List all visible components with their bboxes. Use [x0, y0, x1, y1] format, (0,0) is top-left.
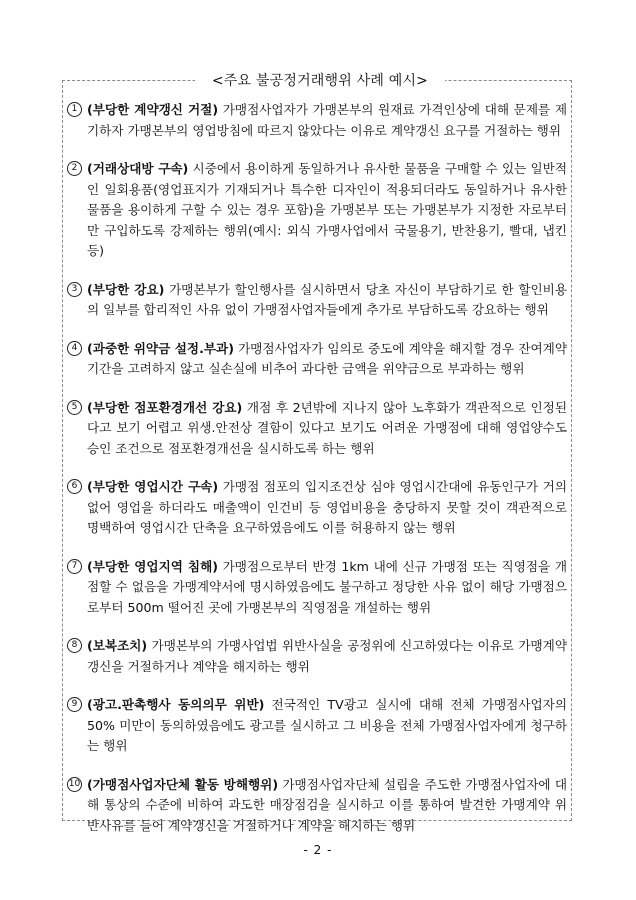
item-body: 전국적인 TV광고 실시에 대해 전체 가맹점사업자의 50% 미만이 동의하였음에도 광고를 실시하고 그 비용을 전체 가맹점사업자에게 청구하는 행위	[87, 697, 568, 753]
item-text	[87, 100, 567, 141]
item-number: 9	[67, 697, 82, 712]
item-keyword: (보복조치)	[87, 638, 148, 653]
item-keyword: (부당한 영업지역 침해)	[87, 558, 219, 574]
item-keyword: (가맹점사업자단체 활동 방해행위)	[87, 776, 279, 792]
item-number: 1	[67, 102, 82, 117]
item-body: 가맹점사업자가 임의로 중도에 계약을 해지할 경우 잔여계약기간을 고려하지 않고 실손실에 비추어 과다한 금액을 위약금으로 부과하는 행위	[87, 340, 567, 376]
list-item	[67, 695, 567, 757]
item-text	[87, 775, 567, 837]
item-keyword: (광고.판촉행사 동의의무 위반)	[87, 697, 265, 712]
item-keyword: (부당한 강요)	[87, 281, 165, 297]
list-item	[67, 280, 567, 321]
item-body: 가맹점으로부터 반경 1km 내에 신규 가맹점 또는 직영점을 개점할 수 없음을 가맹계약서에 명시하였음에도 불구하고 정당한 사유 없이 해당 가맹점으로부터 500m 떨어진 곳에 가맹본부의 직영점을 개설하는 행위	[87, 558, 567, 615]
item-keyword: (거래상대방 구속)	[87, 161, 189, 176]
item-body: 가맹점사업자가 가맹본부의 원재료 가격인상에 대해 문제를 제기하자 가맹본부의 영업방침에 따르지 않았다는 이유로 계약갱신 요구를 거절하는 행위	[87, 102, 568, 138]
item-body: 가맹본부의 가맹사업법 위반사실을 공정위에 신고하였다는 이유로 가맹계약 갱신을 거절하거나 계약을 해지하는 행위	[87, 638, 567, 674]
list-item	[67, 339, 567, 380]
list-item	[67, 398, 567, 460]
item-keyword: (부당한 영업시간 구속)	[87, 479, 219, 494]
item-body: 가맹점 점포의 입지조건상 심야 영업시간대에 유동인구가 거의 없어 영업을 하더라도 매출액이 인건비 등 영업비용을 충당하지 못할 것이 객관적으로 명백하여 영업시간 단축을 요구하였음에도 이를 허용하지 않는 행위	[87, 479, 568, 535]
item-keyword: (부당한 점포환경개선 강요)	[87, 399, 243, 415]
item-text	[87, 636, 567, 677]
box-title: <주요 불공정거래행위 사례 예시>	[195, 71, 445, 91]
item-number: 5	[67, 400, 82, 415]
item-body: 가맹점사업자단체 설립을 주도한 가맹점사업자에 대해 통상의 수준에 비하여 과도한 매장점검을 실시하고 이를 통하여 발견한 가맹계약 위반사유를 들어 계약갱신을 거절하거나 계약을 해지하는 행위	[87, 776, 567, 833]
item-keyword: (부당한 계약갱신 거절)	[87, 102, 219, 117]
item-text	[87, 339, 567, 380]
item-body: 가맹본부가 할인행사를 실시하면서 당초 자신이 부담하기로 한 할인비용의 일부를 합리적인 사유 없이 가맹점사업자들에게 추가로 부담하도록 강요하는 행위	[87, 281, 567, 317]
item-number: 2	[67, 161, 82, 176]
examples-list	[67, 100, 567, 854]
item-text	[87, 695, 567, 757]
item-text	[87, 398, 567, 460]
list-item	[67, 636, 567, 677]
list-item	[67, 557, 567, 619]
list-item	[67, 775, 567, 837]
list-item	[67, 159, 567, 262]
item-body: 개점 후 2년밖에 지나지 않아 노후화가 객관적으로 인정된다고 보기 어렵고 위생.안전상 결함이 있다고 보기도 어려운 가맹점에 대해 영업양수도 승인 조건으로 점포환경개선을 실시하도록 하는 행위	[87, 399, 567, 456]
item-body: 시중에서 용이하게 동일하거나 유사한 물품을 구매할 수 있는 일반적인 일회용품(영업표지가 기재되거나 특수한 디자인이 적용되더라도 동일하거나 유사한 물품을 용이하게 구할 수 있는 경우 포함)을 가맹본부 또는 가맹본부가 지정한 자로부터만 구입하도록 강제하는 행위(예시: 외식 가맹사업에서 국물용기, 반찬용기, 빨대, 냅킨 등)	[87, 161, 568, 258]
item-keyword: (과중한 위약금 설정.부과)	[87, 340, 234, 356]
item-number: 8	[67, 638, 82, 653]
item-number: 10	[67, 777, 82, 792]
item-number: 4	[67, 341, 82, 356]
item-text	[87, 280, 567, 321]
item-text	[87, 477, 567, 539]
page-number: - 2 -	[303, 843, 333, 857]
item-number: 3	[67, 282, 82, 297]
list-item	[67, 477, 567, 539]
item-number: 7	[67, 559, 82, 574]
item-number: 6	[67, 479, 82, 494]
item-text	[87, 557, 567, 619]
item-text	[87, 159, 567, 262]
list-item	[67, 100, 567, 141]
